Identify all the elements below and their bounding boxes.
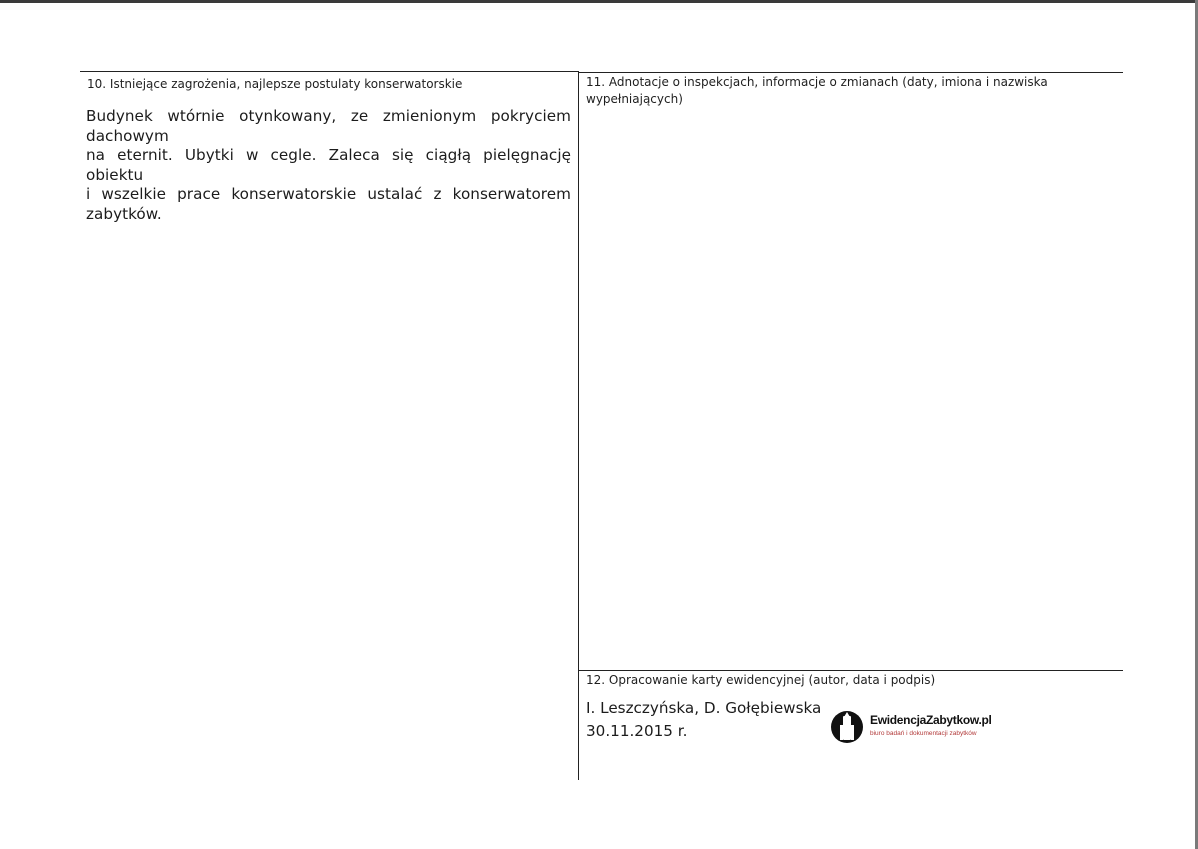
- column-divider: [578, 71, 579, 780]
- section10-text-line: i wszelkie prace konserwatorskie ustalać z konserwatorem zabytków.: [86, 185, 571, 223]
- section10-text: [86, 107, 571, 224]
- authors: I. Leszczyńska, D. Gołębiewska: [586, 699, 822, 717]
- scan-edge-top: [0, 0, 1198, 3]
- section12-label: 12. Opracowanie karty ewidencyjnej (autor, data i podpis): [586, 673, 936, 687]
- section10-text-line: Budynek wtórnie otynkowany, ze zmienionym pokryciem dachowym: [86, 107, 571, 145]
- date: 30.11.2015 r.: [586, 722, 688, 740]
- ewidencja-zabytkow-logo-icon: [830, 709, 864, 745]
- section10-text-line: na eternit. Ubytki w cegle. Zaleca się ciągłą pielęgnację obiektu: [86, 146, 571, 184]
- section11-top-rule: [578, 72, 1123, 73]
- section12-top-rule: [578, 670, 1123, 671]
- section11-label-line: wypełniających): [586, 92, 683, 106]
- section10-label: 10. Istniejące zagrożenia, najlepsze postulaty konserwatorskie: [87, 77, 463, 91]
- section11-label-line: 11. Adnotacje o inspekcjach, informacje o zmianach (daty, imiona i nazwiska: [586, 75, 1048, 89]
- logo-name: EwidencjaZabytkow.pl: [870, 713, 992, 727]
- logo: [830, 709, 1000, 745]
- section11-label: [586, 74, 1048, 108]
- section10-top-rule: [80, 71, 578, 72]
- logo-tagline: biuro badań i dokumentacji zabytków: [870, 730, 977, 737]
